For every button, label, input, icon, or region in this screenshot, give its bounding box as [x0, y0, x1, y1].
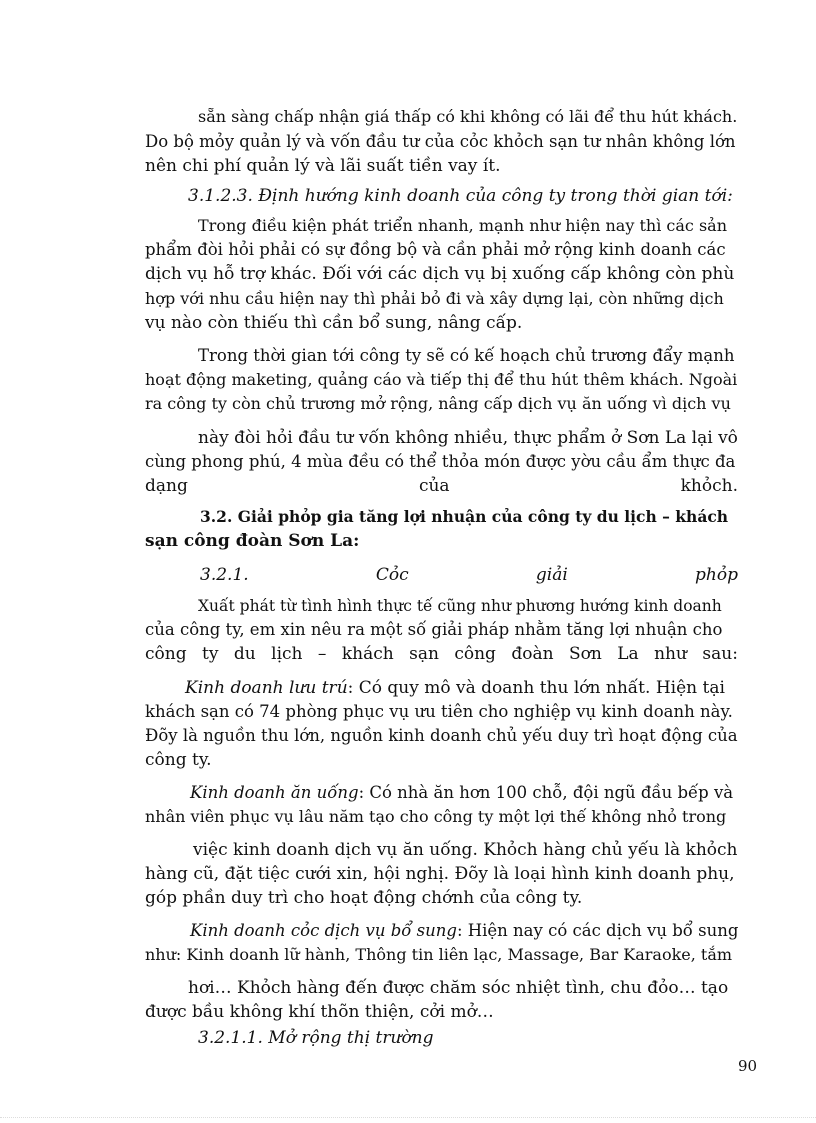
line-text: 3.1.2.3. Định hướng kinh doanh của công ty trong thời gian tới: — [188, 186, 733, 206]
line-text: Trong điều kiện phát triển nhanh, mạnh như hiện nay thì các sản — [198, 216, 728, 235]
word: Sơn — [568, 644, 602, 664]
italic-term: Kinh doanh lưu trú — [185, 678, 348, 698]
word: lịch — [271, 644, 303, 664]
word: 3.2.1. — [200, 565, 249, 585]
line-text: dịch vụ hỗ trợ khác. Đối với các dịch vụ bị xuống cấp không còn phù — [145, 264, 735, 284]
text-line — [145, 618, 738, 642]
text-line — [190, 919, 738, 943]
text-line — [145, 287, 738, 311]
word: – — [317, 644, 327, 664]
word: công — [454, 644, 496, 664]
line-text: hàng cũ, đặt tiệc cưới xin, hội nghị. Đõy là loại hình kinh doanh phụ, — [145, 864, 735, 884]
italic-term: Kinh doanh cỏc dịch vụ bổ sung — [190, 921, 457, 940]
text-line — [188, 184, 738, 208]
word: như — [654, 644, 687, 664]
word: La — [617, 644, 639, 664]
line-text: hợp với nhu cầu hiện nay thì phải bỏ đi và xây dựng lại, còn những dịch — [145, 289, 724, 308]
text-line — [145, 474, 738, 498]
text-line — [145, 642, 738, 666]
text-line — [145, 886, 738, 910]
text-line — [145, 262, 738, 286]
text-line — [145, 130, 738, 154]
word: ty — [202, 644, 219, 664]
word: Cỏc — [375, 565, 409, 585]
line-text: : Có nhà ăn hơn 100 chỗ, đội ngũ đầu bếp và — [358, 783, 734, 802]
line-text: sẵn sàng chấp nhận giá thấp có khi không có lãi để thu hút khách. — [198, 107, 738, 126]
line-text: khách sạn có 74 phòng phục vụ ưu tiên cho nghiệp vụ kinh doanh này. — [145, 702, 733, 721]
line-text: : Hiện nay có các dịch vụ bổ sung — [456, 921, 739, 940]
italic-term: Kinh doanh ăn uống — [190, 783, 359, 802]
line-text: Trong thời gian tới công ty sẽ có kế hoạch chủ trương đẩy mạnh — [198, 346, 735, 365]
text-line — [198, 214, 738, 238]
text-line — [198, 344, 738, 368]
text-line — [198, 1026, 738, 1050]
text-line — [200, 505, 738, 529]
line-text: 3.2. Giải phỏp gia tăng lợi nhuận của công ty du lịch – khách — [200, 507, 729, 526]
line-text: phẩm đòi hỏi phải có sự đồng bộ và cần phải mở rộng kinh doanh các — [145, 240, 726, 259]
line-text: Xuất phát từ tình hình thực tế cũng như phương hướng kinh doanh — [198, 597, 722, 615]
text-line — [145, 724, 738, 748]
word: sau: — [702, 644, 738, 664]
word: giải — [535, 565, 568, 585]
text-line — [145, 311, 738, 335]
text-line — [198, 594, 738, 618]
text-line — [198, 105, 738, 129]
word: khỏch. — [680, 476, 738, 496]
text-line — [145, 368, 738, 392]
line-text: của công ty, em xin nêu ra một số giải pháp nhằm tăng lợi nhuận cho — [145, 620, 723, 639]
line-text: ra công ty còn chủ trương mở rộng, nâng cấp dịch vụ ăn uống vì dịch vụ — [145, 394, 731, 413]
word: của — [418, 476, 450, 496]
text-line — [145, 154, 738, 178]
text-line — [145, 529, 738, 553]
word: phỏp — [695, 565, 738, 585]
line-text: nhân viên phục vụ lâu năm tạo cho công ty một lợi thế không nhỏ trong — [145, 807, 727, 826]
word: dạng — [145, 476, 188, 496]
text-line — [145, 238, 738, 262]
text-line — [200, 563, 738, 587]
text-line — [188, 976, 738, 1000]
word: công — [145, 644, 187, 664]
word: khách — [341, 644, 394, 664]
text-line — [193, 838, 738, 862]
text-line — [145, 450, 738, 474]
word: sạn — [409, 644, 439, 664]
text-line — [145, 700, 738, 724]
line-text: này đòi hỏi đầu tư vốn không nhiều, thực phẩm ở Sơn La lại vô — [198, 428, 738, 448]
word: du — [233, 644, 256, 664]
page-number: 90 — [738, 1057, 758, 1075]
text-line — [185, 676, 738, 700]
text-line — [190, 781, 738, 805]
text-line — [145, 862, 738, 886]
word: đoàn — [511, 644, 554, 664]
line-text: góp phần duy trì cho hoạt động chớnh của công ty. — [145, 888, 583, 908]
line-text: hoạt động maketing, quảng cáo và tiếp thị để thu hút thêm khách. Ngoài — [145, 370, 738, 389]
line-text: Đõy là nguồn thu lớn, nguồn kinh doanh chủ yếu duy trì hoạt động của — [145, 726, 738, 745]
line-text: 3.2.1.1. Mở rộng thị trường — [198, 1028, 434, 1048]
text-line — [145, 805, 738, 829]
line-text: nên chi phí quản lý và lãi suất tiền vay ít. — [145, 156, 501, 176]
text-line — [145, 392, 738, 416]
text-line — [145, 943, 738, 967]
line-text: công ty. — [145, 750, 212, 770]
line-text: được bầu không khí thõn thiện, cởi mở… — [145, 1002, 494, 1022]
text-line — [198, 426, 738, 450]
line-text: như: Kinh doanh lữ hành, Thông tin liên lạc, Massage, Bar Karaoke, tắm — [145, 945, 733, 964]
line-text: Do bộ mỏy quản lý và vốn đầu tư của cỏc khỏch sạn tư nhân không lớn — [145, 132, 736, 151]
text-line — [145, 1000, 738, 1024]
text-line — [145, 748, 738, 772]
line-text: sạn công đoàn Sơn La: — [145, 531, 360, 551]
line-text: hơi… Khỏch hàng đến được chăm sóc nhiệt tình, chu đỏo… tạo — [188, 978, 729, 998]
line-text: : Có quy mô và doanh thu lớn nhất. Hiện tại — [347, 678, 725, 698]
page-bottom-divider — [0, 1117, 816, 1118]
line-text: cùng phong phú, 4 mùa đều có thể thỏa món được yờu cầu ẩm thực đa — [145, 452, 736, 471]
line-text: vụ nào còn thiếu thì cần bổ sung, nâng cấp. — [145, 313, 523, 333]
line-text: việc kinh doanh dịch vụ ăn uống. Khỏch hàng chủ yếu là khỏch — [193, 840, 738, 860]
